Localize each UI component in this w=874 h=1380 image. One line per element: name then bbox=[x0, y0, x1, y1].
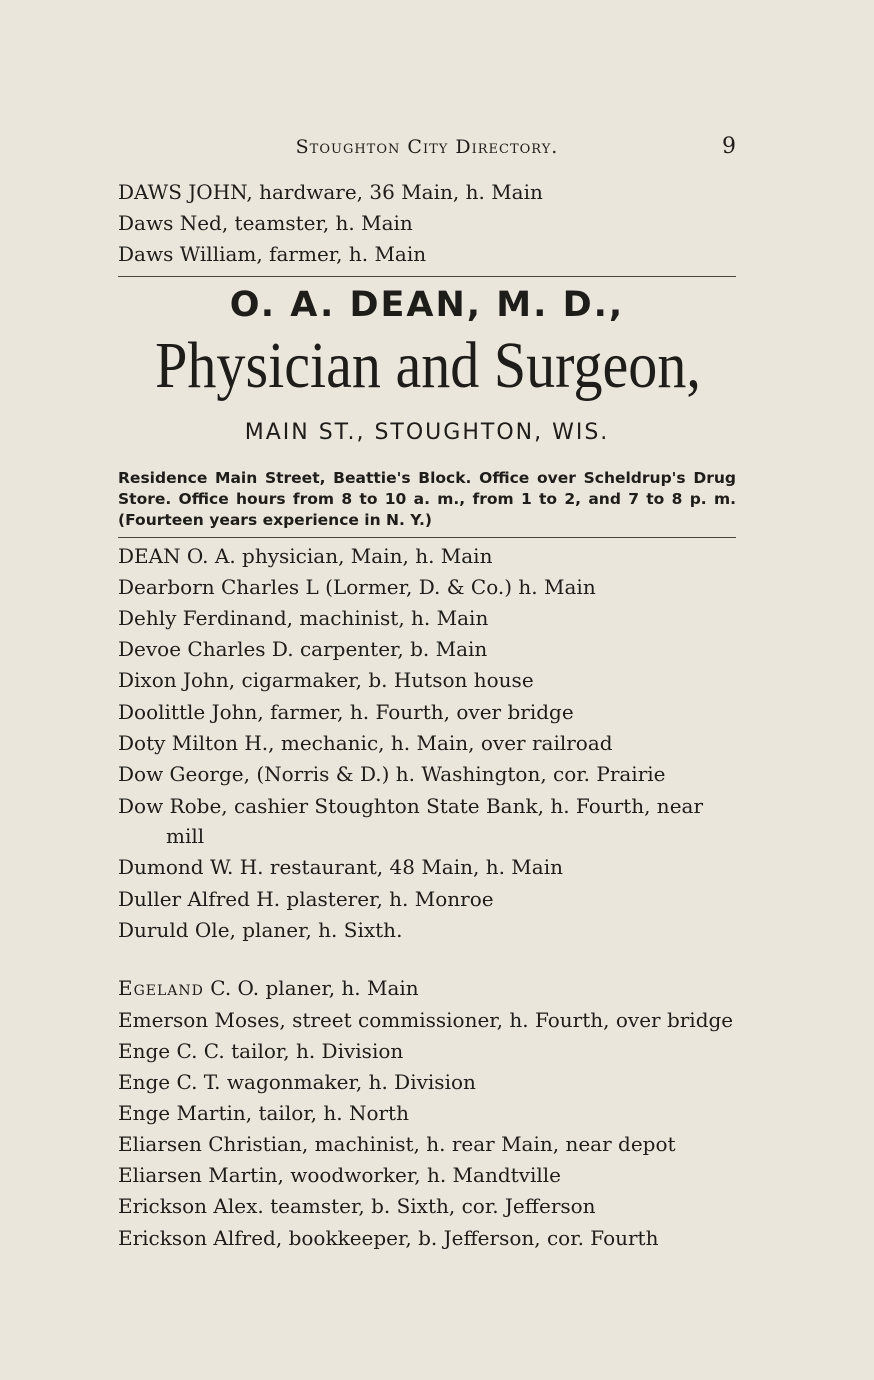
ad-physician-name: O. A. DEAN, M. D., bbox=[229, 285, 625, 325]
directory-entry: Doty Milton H., mechanic, h. Main, over railroad bbox=[118, 731, 613, 755]
directory-entry: Dumond W. H. restaurant, 48 Main, h. Main bbox=[118, 855, 563, 879]
directory-entry: Dixon John, cigarmaker, b. Hutson house bbox=[118, 668, 534, 692]
directory-entry: Dearborn Charles L (Lormer, D. & Co.) h. Main bbox=[118, 575, 596, 599]
directory-entry: Daws Ned, teamster, h. Main bbox=[118, 211, 413, 235]
directory-entry: Devoe Charles D. carpenter, b. Main bbox=[118, 637, 488, 661]
ad-title: Physician and Surgeon, bbox=[155, 329, 701, 402]
directory-entry: Emerson Moses, street commissioner, h. Fourth, over bridge bbox=[118, 1008, 734, 1032]
directory-entry: Dehly Ferdinand, machinist, h. Main bbox=[118, 606, 489, 630]
directory-entry: Eliarsen Christian, machinist, h. rear Main, near depot bbox=[118, 1132, 676, 1156]
directory-entry bbox=[118, 978, 419, 998]
directory-entry: Doolittle John, farmer, h. Fourth, over bridge bbox=[118, 700, 574, 724]
ad-bottom-rule bbox=[118, 537, 736, 538]
ad-top-rule bbox=[118, 276, 736, 277]
directory-entry: Eliarsen Martin, woodworker, h. Mandtville bbox=[118, 1163, 562, 1187]
running-head bbox=[118, 136, 736, 164]
directory-entry: DAWS JOHN, hardware, 36 Main, h. Main bbox=[118, 180, 543, 204]
directory-entry: Erickson Alfred, bookkeeper, b. Jefferson, cor. Fourth bbox=[118, 1226, 659, 1250]
directory-entry: Dow George, (Norris & D.) h. Washington, cor. Prairie bbox=[118, 762, 666, 786]
directory-entry: Enge C. T. wagonmaker, h. Division bbox=[118, 1070, 476, 1094]
directory-entry: Enge Martin, tailor, h. North bbox=[118, 1101, 409, 1125]
entry-text: C. O. planer, h. Main bbox=[210, 976, 419, 1000]
directory-entry: Erickson Alex. teamster, b. Sixth, cor. Jefferson bbox=[118, 1194, 596, 1218]
directory-entry: Duruld Ole, planer, h. Sixth. bbox=[118, 918, 403, 942]
ad-address: MAIN ST., STOUGHTON, WIS. bbox=[244, 420, 610, 445]
directory-entry: DEAN O. A. physician, Main, h. Main bbox=[118, 544, 493, 568]
directory-entry: Duller Alfred H. plasterer, h. Monroe bbox=[118, 887, 494, 911]
section-lead-name: Egeland bbox=[118, 976, 204, 1000]
running-title: Stoughton City Directory. bbox=[295, 136, 559, 158]
page-number: 9 bbox=[722, 134, 736, 159]
directory-entry: Dow Robe, cashier Stoughton State Bank, h. Fourth, near bbox=[118, 794, 704, 818]
directory-entry: Daws William, farmer, h. Main bbox=[118, 242, 427, 266]
ad-details: Residence Main Street, Beattie's Block. Office over Scheldrup's Drug Store. Office hours from 8 to 10 a. m., from 1 to 2, and 7 to 8 p. m. (Fourteen years experience in N. Y.) bbox=[118, 469, 736, 529]
directory-entry-continuation: mill bbox=[166, 824, 205, 848]
directory-entry: Enge C. C. tailor, h. Division bbox=[118, 1039, 404, 1063]
